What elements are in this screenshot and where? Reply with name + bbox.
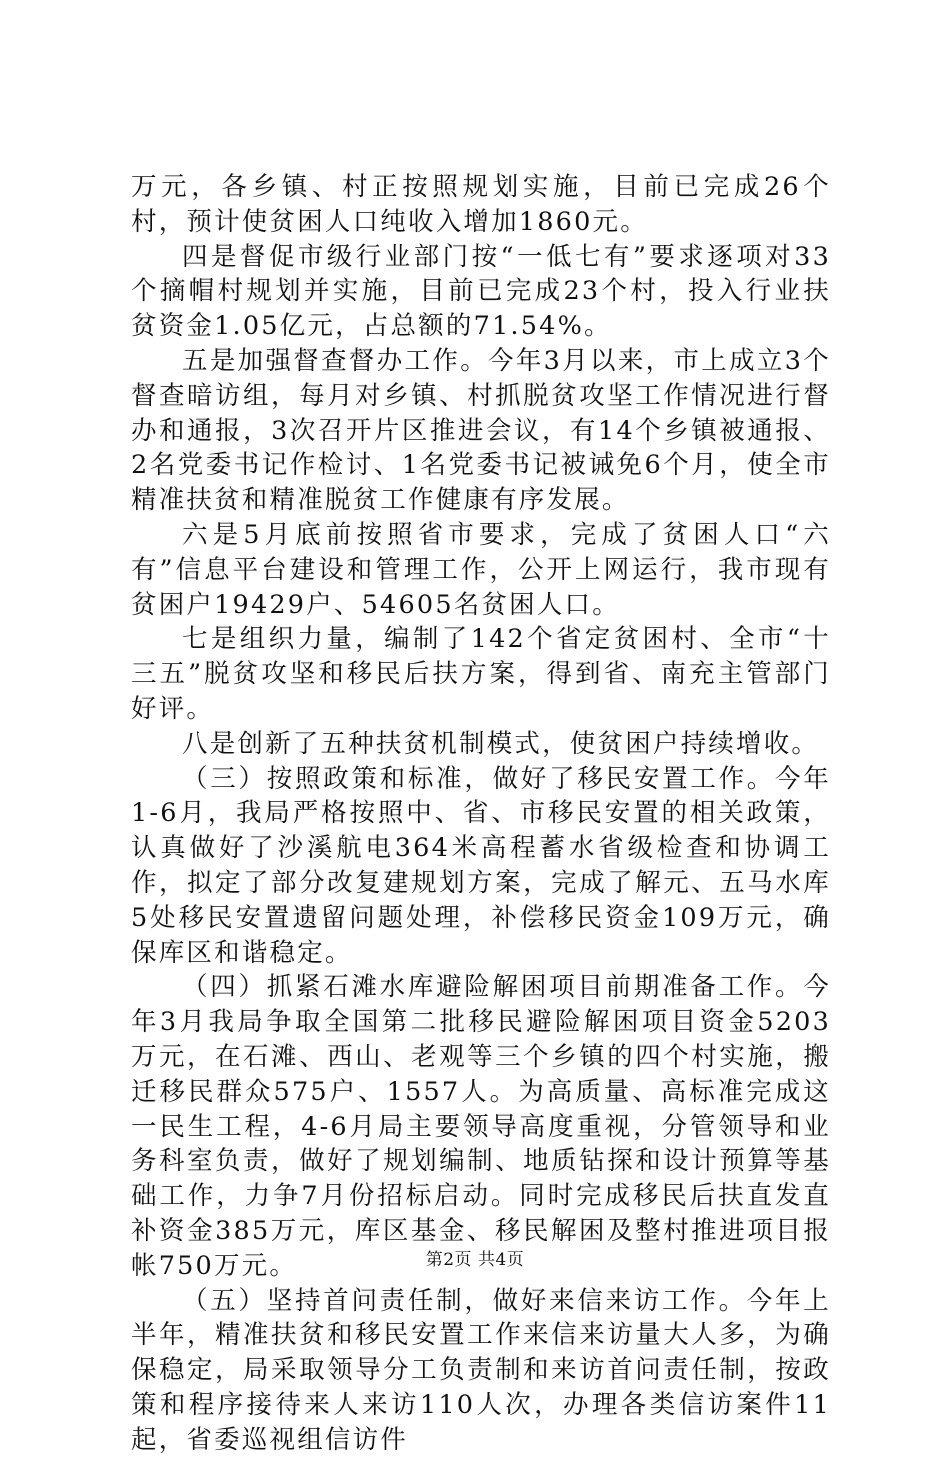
paragraph-section-4: （四）抓紧石滩水库避险解困项目前期准备工作。今年3月我局争取全国第二批移民避险解困项目资金5203万元，在石滩、西山、老观等三个乡镇的四个村实施，搬迁移民群众575户、1557人。为高质量、高标准完成这一民生工程，4-6月局主要领导高度重视，分管领导和业务科室负责，做好了规划编制、地质钻探和设计预算等基础工作，力争7月份招标启动。同时完成移民后扶直发直补资金385万元，库区基金、移民解困及整村推进项目报帐750万元。 [131,970,831,1283]
paragraph-section-3: （三）按照政策和标准，做好了移民安置工作。今年1-6月，我局严格按照中、省、市移民安置的相关政策，认真做好了沙溪航电364米高程蓄水省级检查和协调工作，拟定了部分改复建规划方案，完成了解元、五马水库5处移民安置遗留问题处理，补偿移民资金109万元，确保库区和谐稳定。 [131,762,831,971]
paragraph-item-5: 五是加强督查督办工作。今年3月以来，市上成立3个督查暗访组，每月对乡镇、村抓脱贫攻坚工作情况进行督办和通报，3次召开片区推进会议，有14个乡镇被通报、2名党委书记作检讨、1名党委书记被诫免6个月，使全市精准扶贫和精准脱贫工作健康有序发展。 [131,344,831,518]
paragraph-item-8: 八是创新了五种扶贫机制模式，使贫困户持续增收。 [131,727,831,762]
page-number-footer: 第2页 共4页 [0,1245,950,1270]
paragraph-item-6: 六是5月底前按照省市要求，完成了贫困人口“六有”信息平台建设和管理工作，公开上网运行，我市现有贫困户19429户、54605名贫困人口。 [131,518,831,622]
paragraph-section-5: （五）坚持首问责任制，做好来信来访工作。今年上半年，精准扶贫和移民安置工作来信来访量大人多，为确保稳定，局采取领导分工负责制和来访首问责任制，按政策和程序接待来人来访110人次，办理各类信访案件11起，省委巡视组信访件 [131,1284,831,1457]
paragraph-item-4: 四是督促市级行业部门按“一低七有”要求逐项对33个摘帽村规划并实施，目前已完成23个村，投入行业扶贫资金1.05亿元，占总额的71.54%。 [131,240,831,344]
paragraph-continuation: 万元，各乡镇、村正按照规划实施，目前已完成26个村，预计使贫困人口纯收入增加1860元。 [131,170,831,240]
paragraph-item-7: 七是组织力量，编制了142个省定贫困村、全市“十三五”脱贫攻坚和移民后扶方案，得到省、南充主管部门好评。 [131,622,831,726]
